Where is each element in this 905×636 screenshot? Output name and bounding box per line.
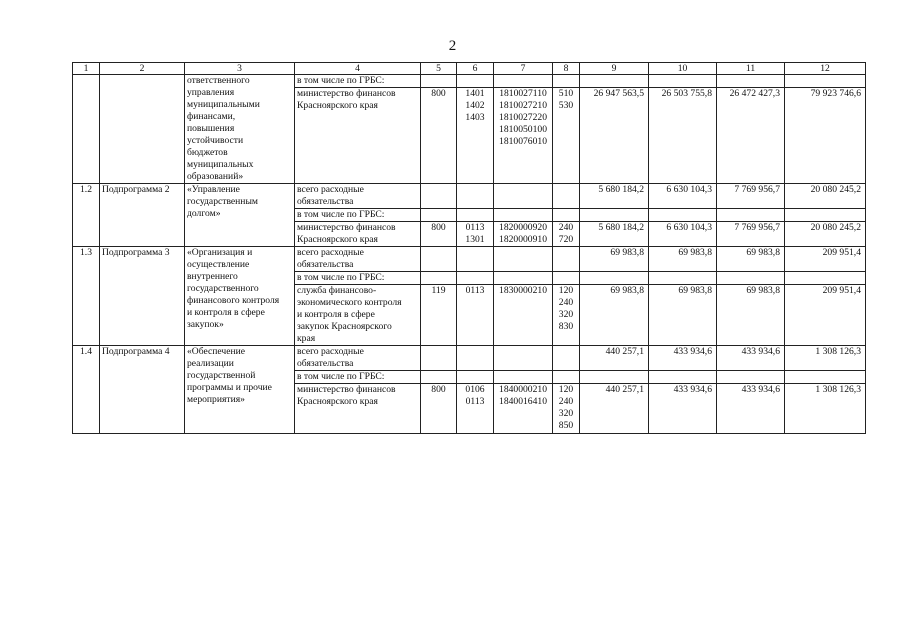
- total-col10: 69 983,8: [649, 247, 717, 272]
- total-col11: 7 769 956,7: [717, 184, 785, 209]
- empty-cell: [494, 184, 553, 209]
- total-col9: 440 257,1: [580, 346, 649, 371]
- page-number: 2: [448, 38, 457, 54]
- empty-cell: [553, 75, 580, 88]
- header-cell: 10: [649, 63, 717, 75]
- grbs-code: 800: [421, 222, 457, 247]
- empty-cell: [457, 346, 494, 371]
- empty-cell: [553, 209, 580, 222]
- table-row: [73, 247, 866, 272]
- header-cell: 3: [185, 63, 295, 75]
- empty-cell: [421, 75, 457, 88]
- empty-cell: [785, 209, 866, 222]
- row-number-cell: [73, 75, 100, 184]
- program-name: ответственного управления муниципальными финансами, повышения устойчивости бюджетов муниципальных образований»: [185, 75, 295, 184]
- grbs-label: в том числе по ГРБС:: [295, 272, 421, 285]
- total-label: всего расходные обязательства: [295, 184, 421, 209]
- csr-code: 1820000920 1820000910: [494, 222, 553, 247]
- value-col12: 79 923 746,6: [785, 88, 866, 184]
- empty-cell: [421, 247, 457, 272]
- subprogram-name: «Обеспечение реализации государственной программы и прочие мероприятия»: [185, 346, 295, 434]
- rz-code: 0113: [457, 285, 494, 346]
- value-col12: 209 951,4: [785, 285, 866, 346]
- value-col10: 6 630 104,3: [649, 222, 717, 247]
- vr-code: 120 240 320 850: [553, 384, 580, 434]
- value-col12: 1 308 126,3: [785, 384, 866, 434]
- csr-code: 1840000210 1840016410: [494, 384, 553, 434]
- vr-code: 240 720: [553, 222, 580, 247]
- empty-cell: [649, 272, 717, 285]
- vr-code: 120 240 320 830: [553, 285, 580, 346]
- table-row: [73, 75, 866, 88]
- value-col11: 69 983,8: [717, 285, 785, 346]
- grbs-code: 800: [421, 384, 457, 434]
- empty-cell: [553, 247, 580, 272]
- empty-cell: [649, 371, 717, 384]
- value-col9: 440 257,1: [580, 384, 649, 434]
- value-col10: 69 983,8: [649, 285, 717, 346]
- value-col9: 26 947 563,5: [580, 88, 649, 184]
- header-cell: 11: [717, 63, 785, 75]
- rz-code: 0106 0113: [457, 384, 494, 434]
- empty-cell: [421, 272, 457, 285]
- empty-cell: [580, 272, 649, 285]
- total-col10: 433 934,6: [649, 346, 717, 371]
- empty-cell: [421, 184, 457, 209]
- value-col9: 5 680 184,2: [580, 222, 649, 247]
- owner-name: служба финансово- экономического контроля и контроля в сфере закупок Красноярского края: [295, 285, 421, 346]
- empty-cell: [717, 75, 785, 88]
- value-col10: 26 503 755,8: [649, 88, 717, 184]
- header-cell: 4: [295, 63, 421, 75]
- header-cell: 7: [494, 63, 553, 75]
- value-col9: 69 983,8: [580, 285, 649, 346]
- subprogram-label: Подпрограмма 4: [100, 346, 185, 434]
- empty-cell: [457, 209, 494, 222]
- value-col11: 26 472 427,3: [717, 88, 785, 184]
- empty-cell: [580, 75, 649, 88]
- empty-cell: [580, 209, 649, 222]
- vr-code: 510 530: [553, 88, 580, 184]
- empty-cell: [553, 346, 580, 371]
- empty-cell: [553, 371, 580, 384]
- value-col10: 433 934,6: [649, 384, 717, 434]
- total-label: всего расходные обязательства: [295, 346, 421, 371]
- empty-cell: [494, 371, 553, 384]
- header-cell: 8: [553, 63, 580, 75]
- empty-cell: [421, 209, 457, 222]
- total-col10: 6 630 104,3: [649, 184, 717, 209]
- empty-cell: [785, 272, 866, 285]
- empty-cell: [457, 272, 494, 285]
- header-cell: 1: [73, 63, 100, 75]
- row-number: 1.2: [73, 184, 100, 247]
- empty-cell: [717, 371, 785, 384]
- empty-cell: [785, 75, 866, 88]
- csr-code: 1810027110 1810027210 1810027220 1810050100 1810076010: [494, 88, 553, 184]
- owner-name: министерство финансов Красноярского края: [295, 88, 421, 184]
- value-col12: 20 080 245,2: [785, 222, 866, 247]
- total-col9: 69 983,8: [580, 247, 649, 272]
- program-cell: [100, 75, 185, 184]
- total-col11: 433 934,6: [717, 346, 785, 371]
- row-number: 1.4: [73, 346, 100, 434]
- empty-cell: [717, 272, 785, 285]
- csr-code: 1830000210: [494, 285, 553, 346]
- subprogram-name: «Организация и осуществление внутреннего государственного финансового контроля и контроля в сфере закупок»: [185, 247, 295, 346]
- empty-cell: [421, 346, 457, 371]
- header-row: [73, 63, 866, 75]
- subprogram-label: Подпрограмма 3: [100, 247, 185, 346]
- header-cell: 6: [457, 63, 494, 75]
- owner-name: министерство финансов Красноярского края: [295, 222, 421, 247]
- subprogram-name: «Управление государственным долгом»: [185, 184, 295, 247]
- owner-name: министерство финансов Красноярского края: [295, 384, 421, 434]
- rz-code: 0113 1301: [457, 222, 494, 247]
- rz-code: 1401 1402 1403: [457, 88, 494, 184]
- empty-cell: [553, 272, 580, 285]
- empty-cell: [785, 371, 866, 384]
- header-cell: 2: [100, 63, 185, 75]
- total-col12: 209 951,4: [785, 247, 866, 272]
- total-col12: 20 080 245,2: [785, 184, 866, 209]
- grbs-code: 119: [421, 285, 457, 346]
- total-col11: 69 983,8: [717, 247, 785, 272]
- empty-cell: [494, 209, 553, 222]
- grbs-code: 800: [421, 88, 457, 184]
- empty-cell: [421, 371, 457, 384]
- empty-cell: [494, 247, 553, 272]
- empty-cell: [717, 209, 785, 222]
- empty-cell: [649, 75, 717, 88]
- empty-cell: [457, 184, 494, 209]
- table-row: [73, 346, 866, 371]
- value-col11: 433 934,6: [717, 384, 785, 434]
- empty-cell: [494, 75, 553, 88]
- total-label: всего расходные обязательства: [295, 247, 421, 272]
- budget-table: [72, 62, 866, 434]
- empty-cell: [457, 75, 494, 88]
- value-col11: 7 769 956,7: [717, 222, 785, 247]
- empty-cell: [580, 371, 649, 384]
- table-row: [73, 184, 866, 209]
- total-col9: 5 680 184,2: [580, 184, 649, 209]
- row-number: 1.3: [73, 247, 100, 346]
- grbs-label: в том числе по ГРБС:: [295, 75, 421, 88]
- empty-cell: [457, 247, 494, 272]
- empty-cell: [649, 209, 717, 222]
- subprogram-label: Подпрограмма 2: [100, 184, 185, 247]
- header-cell: 5: [421, 63, 457, 75]
- empty-cell: [494, 346, 553, 371]
- total-col12: 1 308 126,3: [785, 346, 866, 371]
- empty-cell: [494, 272, 553, 285]
- grbs-label: в том числе по ГРБС:: [295, 371, 421, 384]
- empty-cell: [457, 371, 494, 384]
- header-cell: 9: [580, 63, 649, 75]
- grbs-label: в том числе по ГРБС:: [295, 209, 421, 222]
- empty-cell: [553, 184, 580, 209]
- header-cell: 12: [785, 63, 866, 75]
